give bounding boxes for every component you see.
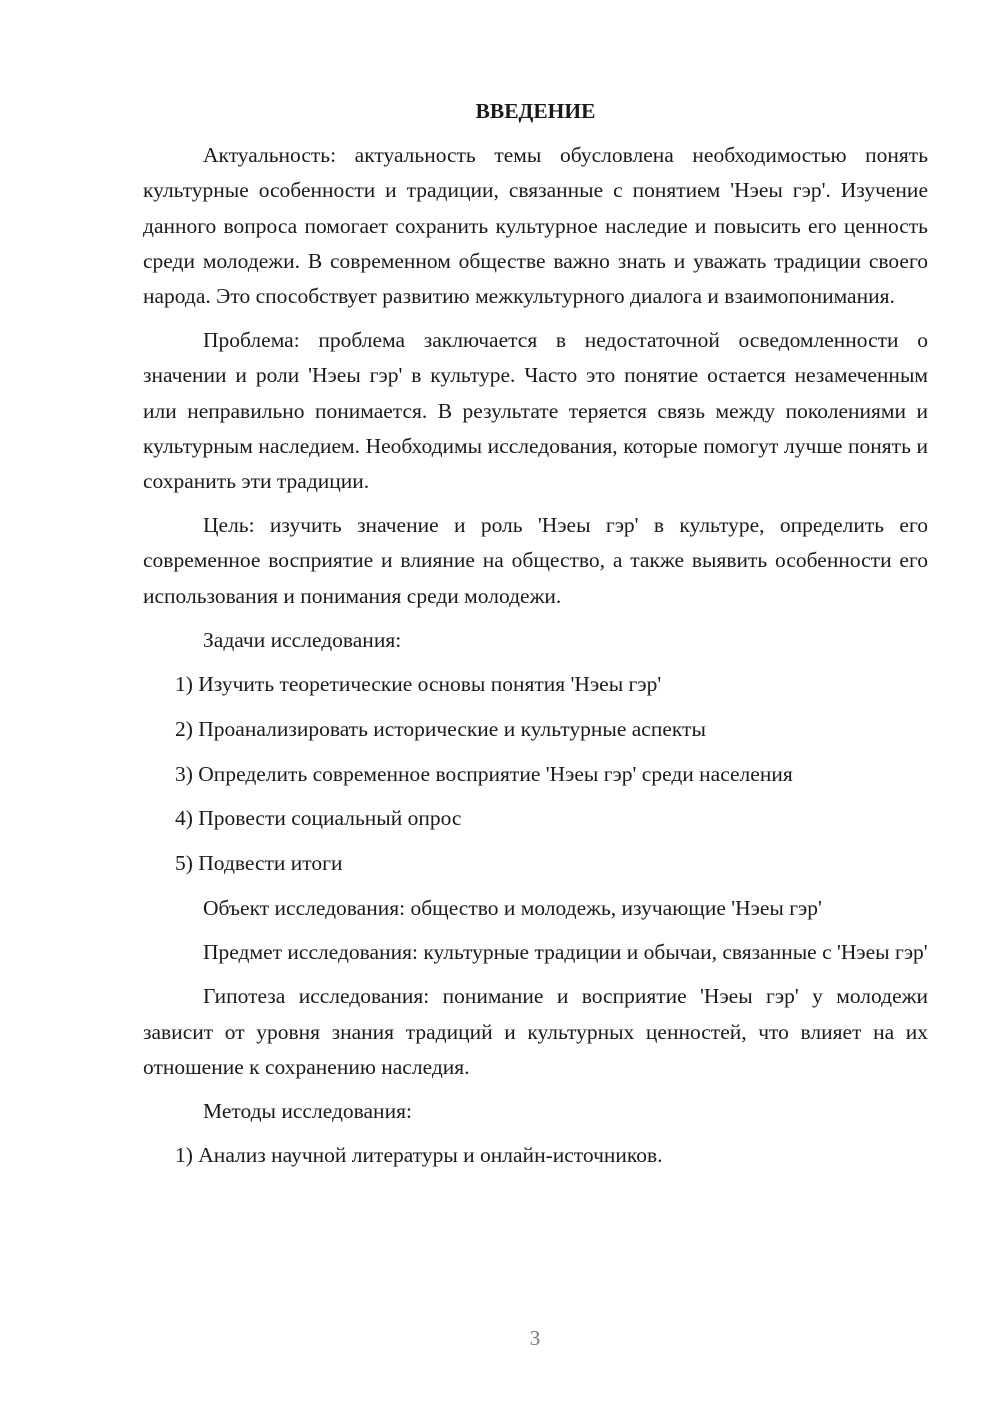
- page-number: 3: [529, 1326, 541, 1350]
- subject-paragraph: Предмет исследования: культурные традиции и обычаи, связанные с 'Нэеы гэр': [203, 940, 928, 965]
- list-item: 5) Подвести итоги: [175, 851, 343, 876]
- object-paragraph: Объект исследования: общество и молодежь, изучающие 'Нэеы гэр': [203, 896, 822, 921]
- goal-paragraph: Цель: изучить значение и роль 'Нэеы гэр' в культуре, определить его современное восприятие и влияние на общество, а также выявить особенности его использования и понимания среди молодежи.: [143, 513, 928, 608]
- hypothesis-paragraph: Гипотеза исследования: понимание и восприятие 'Нэеы гэр' у молодежи зависит от уровня знания традиций и культурных ценностей, что влияет на их отношение к сохранению наследия.: [143, 984, 928, 1079]
- list-item: 4) Провести социальный опрос: [175, 806, 462, 831]
- list-item: 1) Изучить теоретические основы понятия 'Нэеы гэр': [175, 672, 662, 697]
- document-page: [143, 94, 928, 1183]
- methods-heading: Методы исследования:: [203, 1099, 412, 1124]
- tasks-heading: Задачи исследования:: [203, 627, 402, 652]
- problem-paragraph: Проблема: проблема заключается в недостаточной осведомленности о значении и роли 'Нэеы гэр' в культуре. Часто это понятие остается незамеченным или неправильно понимается. В результате теряется связь между поколениями и культурным наследием. Необходимы исследования, которые помогут лучше понять и сохранить эти традиции.: [143, 328, 928, 494]
- tasks-list: [143, 667, 928, 881]
- page-title: ВВЕДЕНИЕ: [475, 99, 596, 123]
- relevance-paragraph: Актуальность: актуальность темы обусловлена необходимостью понять культурные особенности и традиции, связанные с понятием 'Нэеы гэр'. Изучение данного вопроса помогает сохранить культурное наследие и повысить его ценность среди молодежи. В современном обществе важно знать и уважать традиции своего народа. Это способствует развитию межкультурного диалога и взаимопонимания.: [143, 143, 928, 309]
- list-item: 1) Анализ научной литературы и онлайн-источников.: [175, 1143, 663, 1168]
- list-item: 2) Проанализировать исторические и культурные аспекты: [175, 716, 706, 741]
- methods-list: [143, 1138, 928, 1173]
- list-item: 3) Определить современное восприятие 'Нэеы гэр' среди населения: [175, 761, 793, 786]
